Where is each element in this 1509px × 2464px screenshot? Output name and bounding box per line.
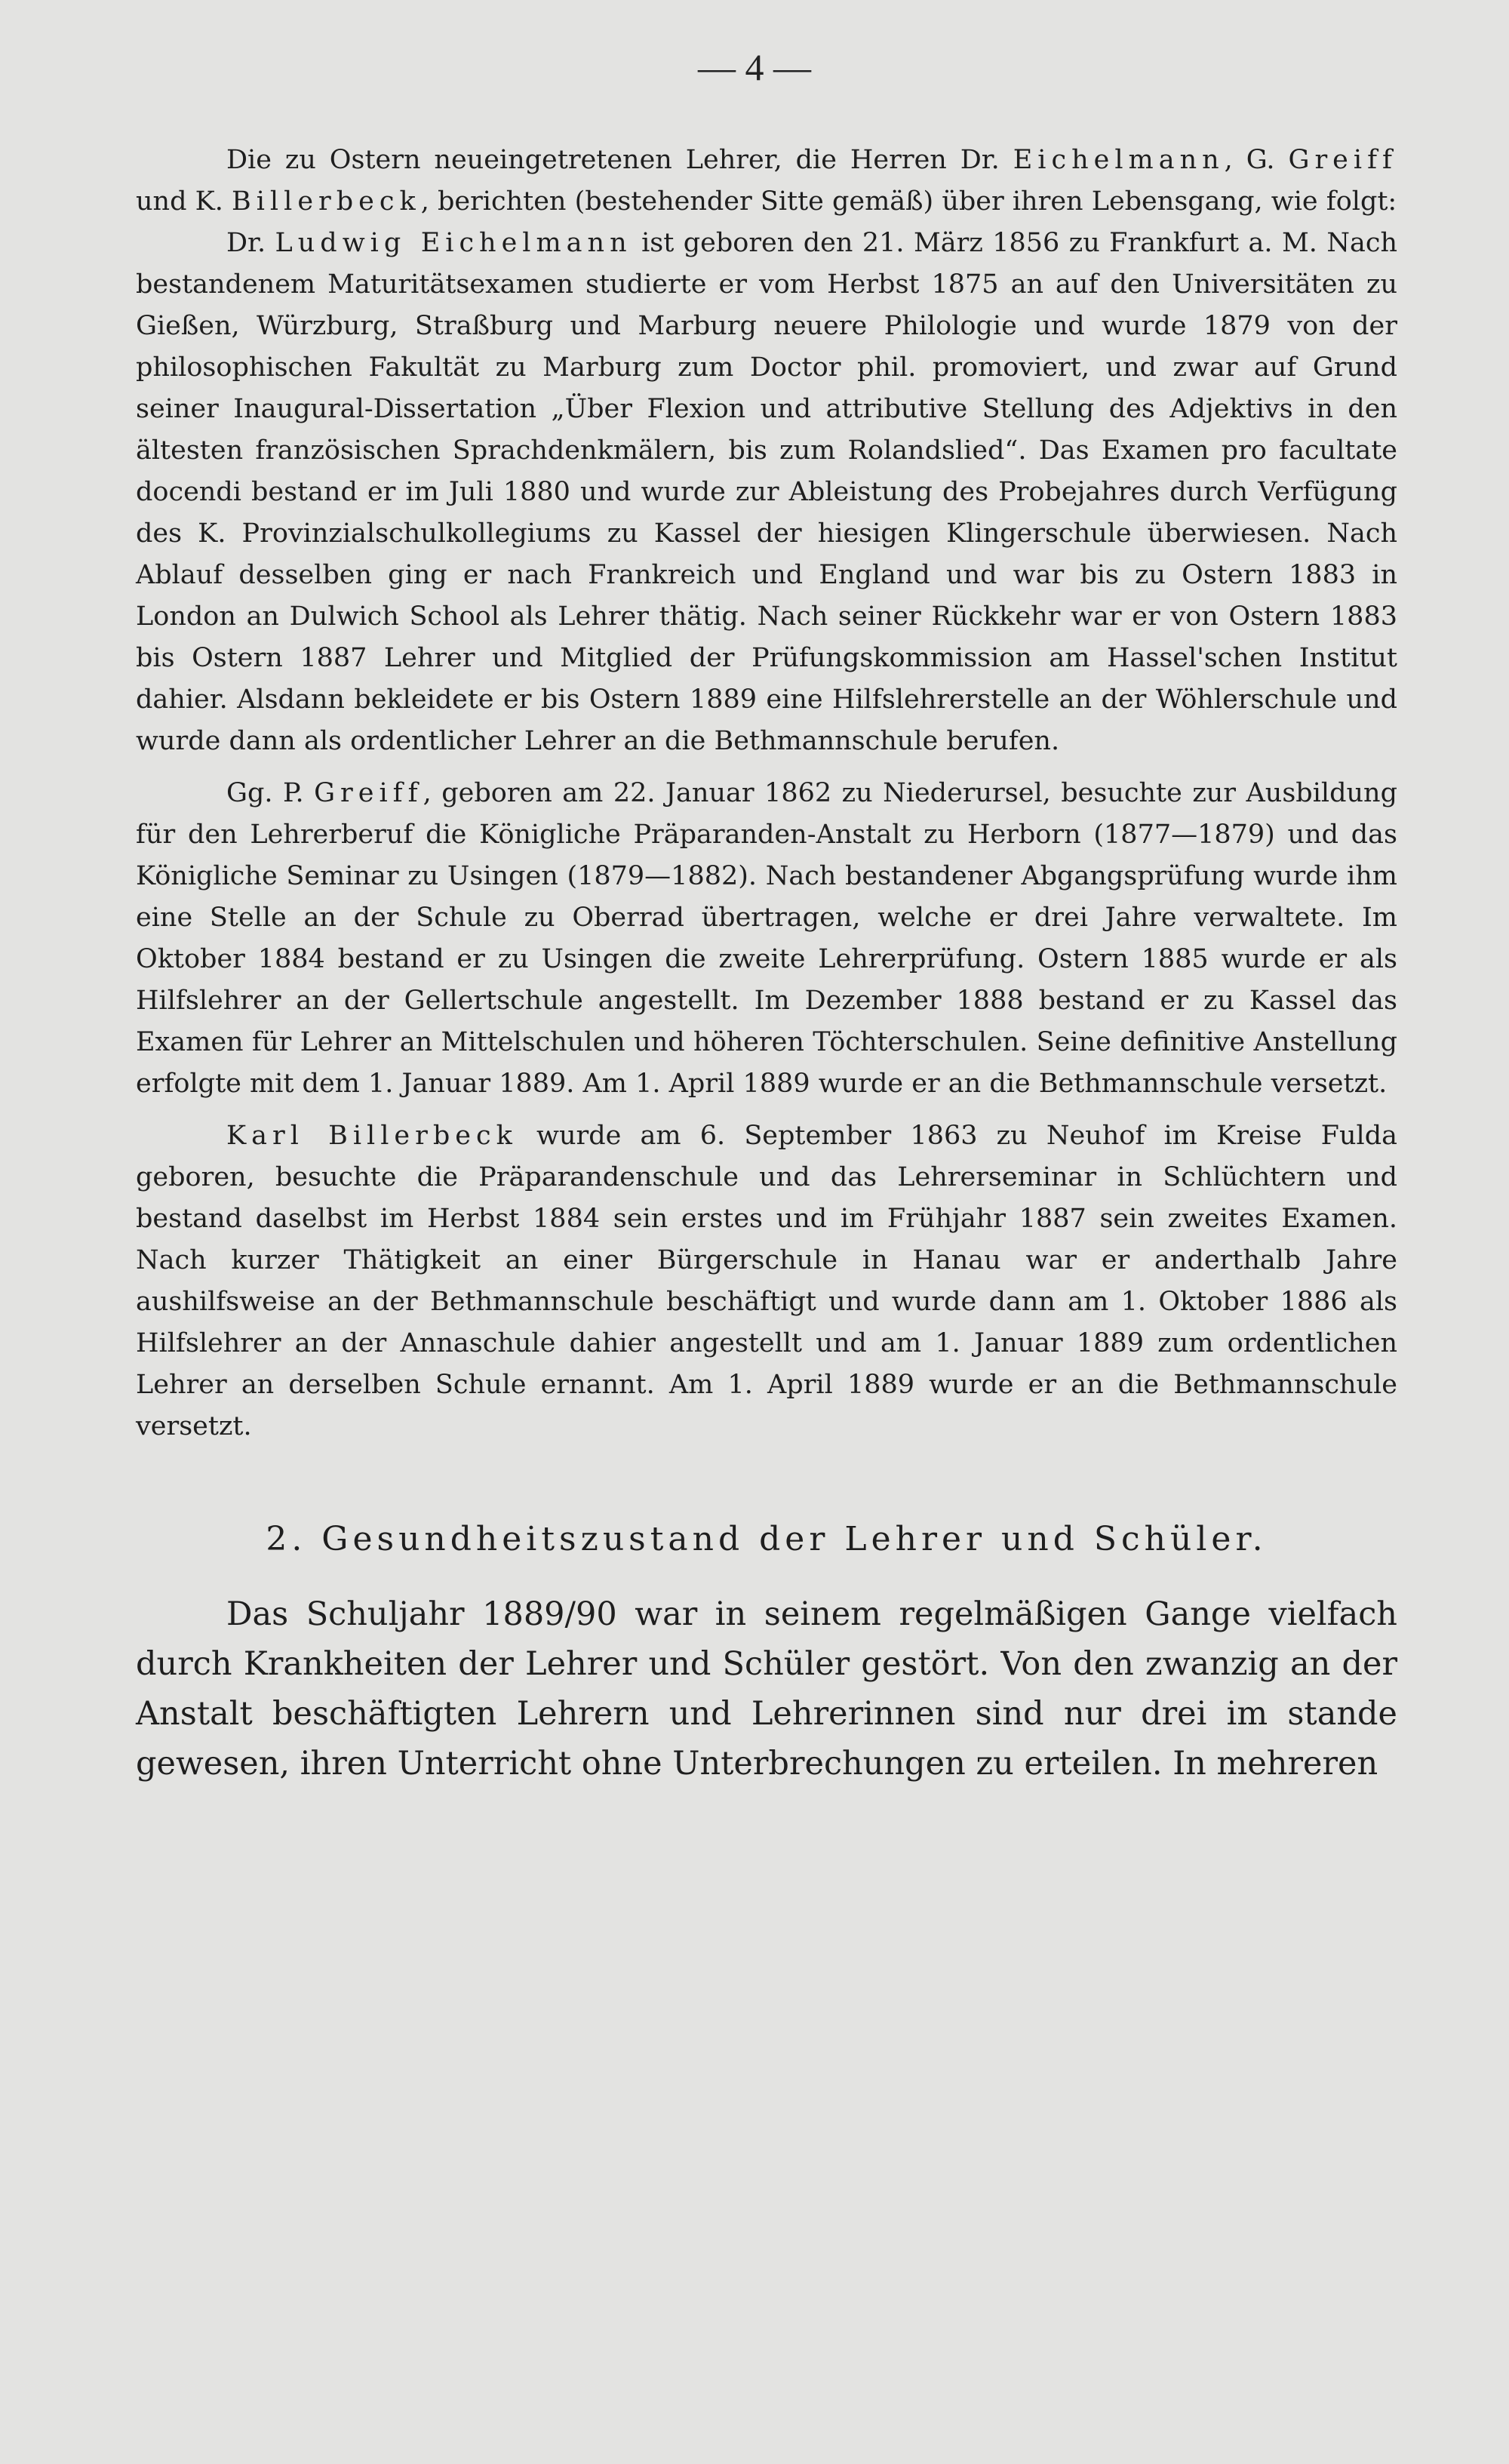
intro-name-billerbeck: Billerbeck xyxy=(232,186,421,217)
section-heading: 2. Gesundheitszustand der Lehrer und Schüler. xyxy=(266,1520,1268,1558)
bio-billerbeck-name: Karl Billerbeck xyxy=(226,1121,518,1151)
bio-greiff-text: , geboren am 22. Januar 1862 zu Niederursel, besuchte zur Ausbildung für den Lehrerberuf die Königliche Präparanden-Anstalt zu Herborn (1877—1879) und das Königliche Seminar zu Usingen (1879—1882). Nach bestandener Abgangsprüfung wurde ihm eine Stelle an der Schule zu Oberrad übertragen, welche er drei Jahre verwaltete. Im Oktober 1884 bestand er zu Usingen die zweite Lehrerprüfung. Ostern 1885 wurde er als Hilfslehrer an der Gellertschule angestellt. Im Dezember 1888 bestand er zu Kassel das Examen für Lehrer an Mittelschulen und höheren Töchterschulen. Seine definitive Anstellung erfolgte mit dem 1. Januar 1889. Am 1. April 1889 wurde er an die Bethmannschule versetzt. xyxy=(136,778,1397,1099)
bio-billerbeck-paragraph xyxy=(136,1115,1397,1447)
bio-billerbeck-text: wurde am 6. September 1863 zu Neuhof im Kreise Fulda geboren, besuchte die Präparandenschule und das Lehrerseminar in Schlüchtern und bestand daselbst im Herbst 1884 sein erstes und im Frühjahr 1887 sein zweites Examen. Nach kurzer Thätigkeit an einer Bürgerschule in Hanau war er anderthalb Jahre aushilfsweise an der Bethmannschule beschäftigt und wurde dann am 1. Oktober 1886 als Hilfslehrer an der Annaschule dahier angestellt und am 1. Januar 1889 zum ordentlichen Lehrer an derselben Schule ernannt. Am 1. April 1889 wurde er an die Bethmannschule versetzt. xyxy=(136,1121,1397,1441)
bio-eichelmann-paragraph xyxy=(136,223,1397,762)
page-number: — 4 — xyxy=(698,46,811,88)
bio-greiff-name: Greiff xyxy=(314,778,423,808)
bio-greiff-paragraph xyxy=(136,773,1397,1105)
intro-text-3: und K. xyxy=(136,186,232,217)
intro-name-eichelmann: Eichelmann xyxy=(1013,145,1225,175)
bio-eichelmann-name: Ludwig Eichelmann xyxy=(275,228,632,258)
section-paragraph: Das Schuljahr 1889/90 war in seinem regelmäßigen Gange vielfach durch Krankheiten der Lehrer und Schüler gestört. Von den zwanzig an der Anstalt beschäftigten Lehrern und Lehrerinnen sind nur drei im stande gewesen, ihren Unterricht ohne Unterbrechungen zu erteilen. In mehreren xyxy=(136,1595,1397,1783)
bio-eichelmann-text: ist geboren den 21. März 1856 zu Frankfurt a. M. Nach bestandenem Maturitätsexamen studierte er vom Herbst 1875 an auf den Universitäten zu Gießen, Würzburg, Straßburg und Marburg neuere Philologie und wurde 1879 von der philosophischen Fakultät zu Marburg zum Doctor phil. promoviert, und zwar auf Grund seiner Inaugural-Dissertation „Über Flexion und attributive Stellung des Adjektivs in den ältesten französischen Sprachdenkmälern, bis zum Rolandslied“. Das Examen pro facultate docendi bestand er im Juli 1880 und wurde zur Ableistung des Probejahres durch Verfügung des K. Provinzialschulkollegiums zu Kassel der hiesigen Klingerschule überwiesen. Nach Ablauf desselben ging er nach Frankreich und England und war bis zu Ostern 1883 in London an Dulwich School als Lehrer thätig. Nach seiner Rückkehr war er von Ostern 1883 bis Ostern 1887 Lehrer und Mitglied der Prüfungskommission am Hassel'schen Institut dahier. Alsdann bekleidete er bis Ostern 1889 eine Hilfslehrerstelle an der Wöhlerschule und wurde dann als ordentlicher Lehrer an die Bethmannschule berufen. xyxy=(136,228,1397,756)
bio-eichelmann-prefix: Dr. xyxy=(226,228,275,258)
intro-text-4: , berichten (bestehender Sitte gemäß) über ihren Lebensgang, wie folgt: xyxy=(420,186,1397,217)
bio-greiff-prefix: Gg. P. xyxy=(226,778,315,808)
intro-paragraph xyxy=(136,140,1397,223)
intro-text-2: , G. xyxy=(1224,145,1289,175)
page-body xyxy=(136,140,1397,1789)
intro-name-greiff: Greiff xyxy=(1288,145,1397,175)
intro-text-1: Die zu Ostern neueingetretenen Lehrer, die Herren Dr. xyxy=(226,145,1013,175)
